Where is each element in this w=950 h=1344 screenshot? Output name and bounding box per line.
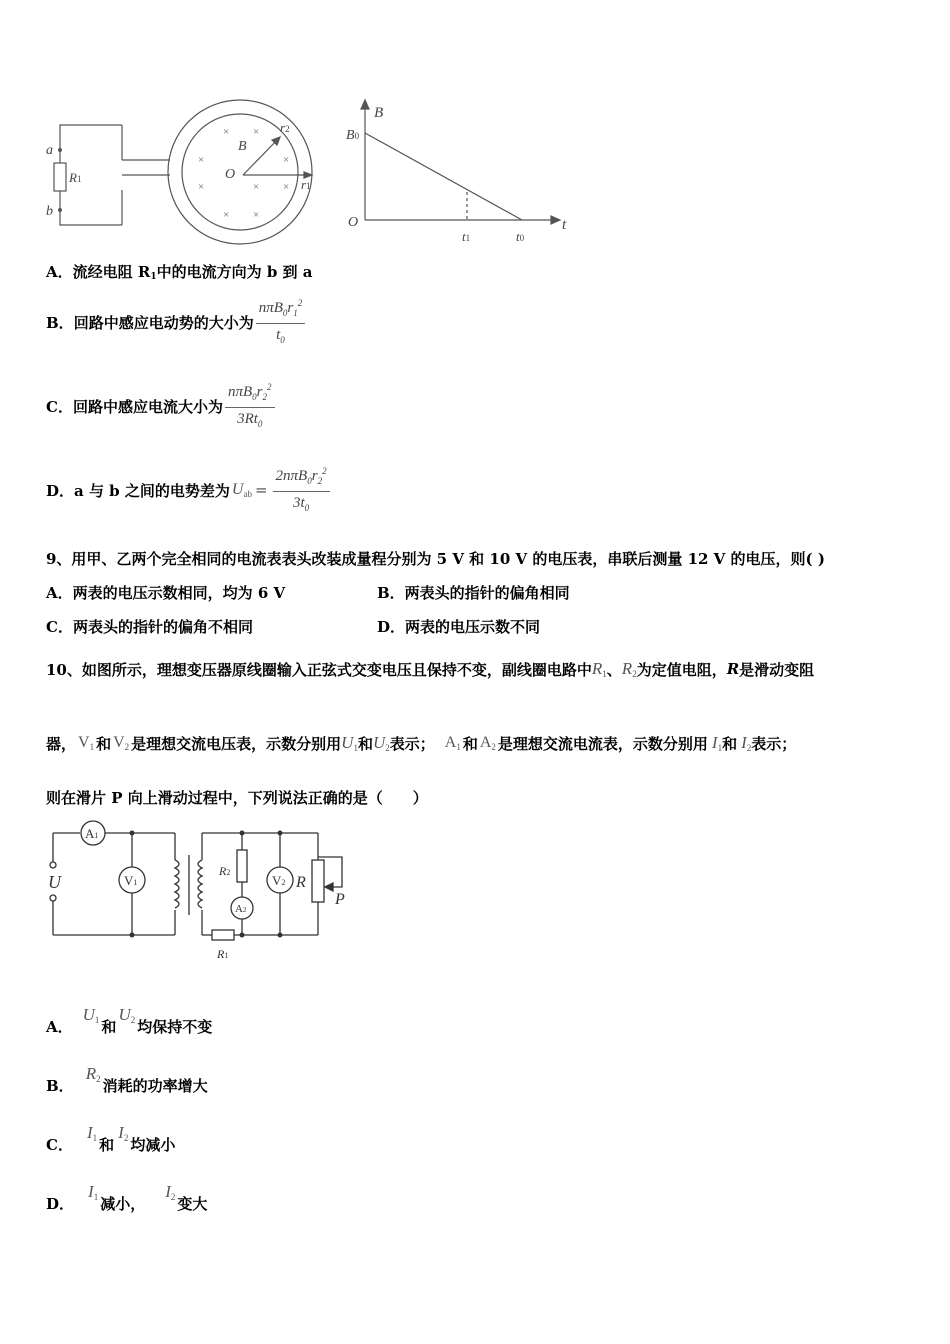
- q8-option-c: C． 回路中感应电流大小为 $\frac{n\pi B_0r_2^2}{3Rt_0}$: [46, 380, 277, 432]
- svg-text:×: ×: [223, 209, 230, 221]
- q8-option-a: A．流经电阻 R1中的电流方向为 b 到 a: [46, 263, 313, 282]
- circuit-V1: V1: [124, 873, 138, 888]
- figure-transformer-circuit: [40, 815, 360, 965]
- graph-x-label: t: [562, 217, 567, 233]
- q10-option-a: A． $U_1$ 和 $U_2$ 均保持不变: [46, 1005, 213, 1036]
- label-B: B: [238, 139, 247, 154]
- figure-ring-circuit: [40, 95, 340, 250]
- q9-option-b: B．两表头的指针的偏角相同: [377, 584, 570, 602]
- figure-b-t-graph: [340, 95, 575, 245]
- label-O: O: [225, 167, 236, 182]
- q8-option-b: B． 回路中感应电动势的大小为 $\frac{n\pi B_0r_1^2}{t_0}$: [46, 296, 307, 348]
- svg-text:×: ×: [283, 181, 290, 193]
- label-r1: r1: [301, 177, 311, 192]
- label-b: b: [46, 204, 53, 219]
- circuit-R1: R1: [217, 947, 229, 961]
- label-r2: r2: [280, 120, 290, 135]
- circuit-P: P: [335, 891, 345, 908]
- formula-emf: $\frac{n\pi B_0r_1^2}{t_0}$: [256, 293, 306, 351]
- svg-text:×: ×: [253, 181, 260, 193]
- q10-option-b: B． $R_2$ 消耗的功率增大: [46, 1064, 208, 1095]
- svg-text:×: ×: [198, 154, 205, 166]
- graph-y-label: B: [374, 105, 384, 121]
- formula-current: $\frac{n\pi B_0r_2^2}{3Rt_0}$: [225, 377, 275, 435]
- q10-option-c: C． $I_1$ 和 $I_2$ 均减小: [46, 1123, 176, 1154]
- graph-t1: t1: [462, 229, 471, 244]
- svg-text:×: ×: [283, 154, 290, 166]
- svg-text:×: ×: [198, 181, 205, 193]
- graph-t0: t0: [516, 229, 525, 244]
- label-a: a: [46, 143, 53, 158]
- circuit-A1: A1: [85, 826, 99, 841]
- svg-text:×: ×: [253, 126, 260, 138]
- circuit-A2: A2: [235, 903, 247, 915]
- svg-text:×: ×: [223, 126, 230, 138]
- svg-text:×: ×: [253, 209, 260, 221]
- circuit-R2: R2: [219, 864, 231, 878]
- q9-option-d: D．两表的电压示数不同: [377, 618, 541, 636]
- q10-option-d: D． $I_1$ 减小， $I_2$ 变大: [46, 1182, 208, 1213]
- q9-option-a: A．两表的电压示数相同，均为 6 V: [46, 584, 286, 602]
- q8-option-d: D． a 与 b 之间的电势差为 $U_{ab}$ = $\frac{2n\pi B_0r_2^2}{3t_0}$: [46, 464, 332, 516]
- graph-origin: O: [348, 215, 359, 230]
- circuit-R: R: [296, 874, 306, 891]
- q9-stem: 9、用甲、乙两个完全相同的电流表表头改装成量程分别为 5 V 和 10 V 的电压表，串联后测量 12 V 的电压，则( ): [46, 550, 825, 568]
- formula-potential: $\frac{2n\pi B_0r_2^2}{3t_0}$: [273, 461, 330, 519]
- q9-option-c: C．两表头的指针的偏角不相同: [46, 618, 253, 636]
- graph-B0: B0: [346, 128, 360, 143]
- label-R1: R1: [69, 170, 82, 185]
- circuit-U: U: [48, 872, 61, 892]
- q10-stem-line2: 器， $V_1$ 和 $V_2$ 是理想交流电压表，示数分别用 $U_1$ 和 $U_2$ 表示； $A_1$ 和 $A_2$ 是理想交流电流表，示数分别用 $I_1$ 和 $I_2$ 表示；: [46, 733, 797, 753]
- q10-stem-line1: 10、如图所示，理想变压器原线圈输入正弦式交变电压且保持不变，副线圈电路中 $R_1$ 、 $R_2$ 为定值电阻， R 是滑动变阻: [46, 659, 815, 679]
- circuit-V2: V2: [272, 873, 286, 888]
- q10-stem-line3: 则在滑片 P 向上滑动过程中，下列说法正确的是（ ）: [46, 789, 428, 807]
